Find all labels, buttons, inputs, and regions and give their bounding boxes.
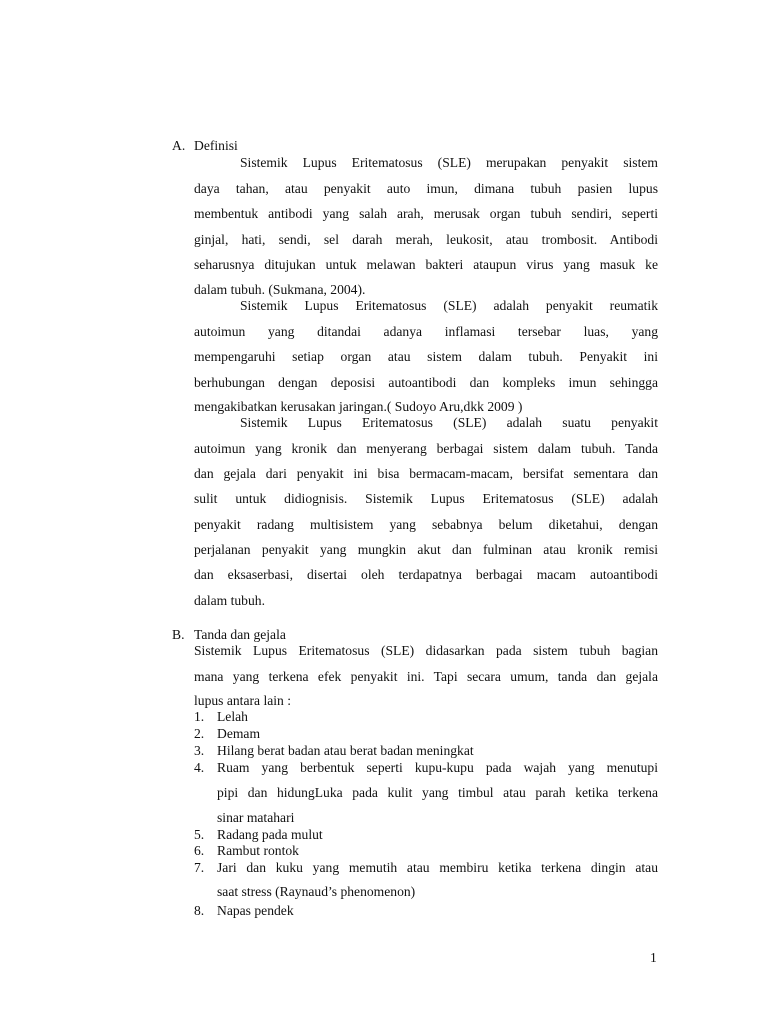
list-item: Jari dan kuku yang memutih atau membiru ketika terkena dingin atau (217, 860, 658, 875)
paragraph-line: Sistemik Lupus Eritematosus (SLE) adalah suatu penyakit (240, 415, 658, 430)
paragraph-line: sulit untuk didiognisis. Sistemik Lupus Eritematosus (SLE) adalah (194, 491, 658, 506)
paragraph-line: autoimun yang ditandai adanya inflamasi tersebar luas, yang (194, 324, 658, 339)
list-item-number: 4. (194, 760, 205, 775)
paragraph-line: dalam tubuh. (Sukmana, 2004). (194, 282, 366, 297)
list-item-number: 5. (194, 827, 205, 842)
intro-line: mana yang terkena efek penyakit ini. Tapi secara umum, tanda dan gejala (194, 669, 658, 684)
list-item: Demam (217, 726, 261, 741)
intro-line: lupus antara lain : (194, 693, 292, 708)
paragraph-line: seharusnya ditujukan untuk melawan bakteri ataupun virus yang masuk ke (194, 257, 658, 272)
section-marker-a: A. (172, 138, 186, 153)
list-item-number: 1. (194, 709, 205, 724)
list-item-continuation: saat stress (Raynaud’s phenomenon) (217, 884, 416, 899)
paragraph-line: ginjal, hati, sendi, sel darah merah, leukosit, atau trombosit. Antibodi (194, 232, 658, 247)
list-item-continuation: sinar matahari (217, 810, 295, 825)
list-item: Radang pada mulut (217, 827, 323, 842)
list-item-number: 6. (194, 843, 205, 858)
paragraph-line: daya tahan, atau penyakit auto imun, dimana tubuh pasien lupus (194, 181, 658, 196)
intro-line: Sistemik Lupus Eritematosus (SLE) didasarkan pada sistem tubuh bagian (194, 643, 658, 658)
paragraph-line: dan eksaserbasi, disertai oleh terdapatnya berbagai macam autoantibodi (194, 567, 658, 582)
paragraph-line: perjalanan penyakit yang mungkin akut dan fulminan atau kronik remisi (194, 542, 658, 557)
page-number: 1 (650, 950, 657, 965)
list-item-number: 2. (194, 726, 205, 741)
list-item: Lelah (217, 709, 248, 724)
paragraph-line: membentuk antibodi yang salah arah, merusak organ tubuh sendiri, seperti (194, 206, 658, 221)
paragraph-line: Sistemik Lupus Eritematosus (SLE) adalah penyakit reumatik (240, 298, 658, 313)
list-item: Hilang berat badan atau berat badan meningkat (217, 743, 474, 758)
list-item-number: 8. (194, 903, 205, 918)
list-item-continuation: pipi dan hidungLuka pada kulit yang timbul atau parah ketika terkena (217, 785, 658, 800)
list-item: Ruam yang berbentuk seperti kupu-kupu pada wajah yang menutupi (217, 760, 658, 775)
section-title-tanda-dan-gejala: Tanda dan gejala (194, 627, 286, 642)
paragraph-line: autoimun yang kronik dan menyerang berbagai sistem dalam tubuh. Tanda (194, 441, 658, 456)
paragraph-line: mengakibatkan kerusakan jaringan.( Sudoyo Aru,dkk 2009 ) (194, 399, 523, 414)
section-title-definisi: Definisi (194, 138, 238, 153)
list-item: Rambut rontok (217, 843, 299, 858)
list-item-number: 3. (194, 743, 205, 758)
paragraph-line: dalam tubuh. (194, 593, 265, 608)
paragraph-line: penyakit radang multisistem yang sebabnya belum diketahui, dengan (194, 517, 658, 532)
paragraph-line: Sistemik Lupus Eritematosus (SLE) merupakan penyakit sistem (240, 155, 658, 170)
list-item-number: 7. (194, 860, 205, 875)
paragraph-line: mempengaruhi setiap organ atau sistem dalam tubuh. Penyakit ini (194, 349, 658, 364)
list-item: Napas pendek (217, 903, 294, 918)
paragraph-line: dan gejala dari penyakit ini bisa bermacam-macam, bersifat sementara dan (194, 466, 658, 481)
section-marker-b: B. (172, 627, 185, 642)
paragraph-line: berhubungan dengan deposisi autoantibodi dan kompleks imun sehingga (194, 375, 658, 390)
